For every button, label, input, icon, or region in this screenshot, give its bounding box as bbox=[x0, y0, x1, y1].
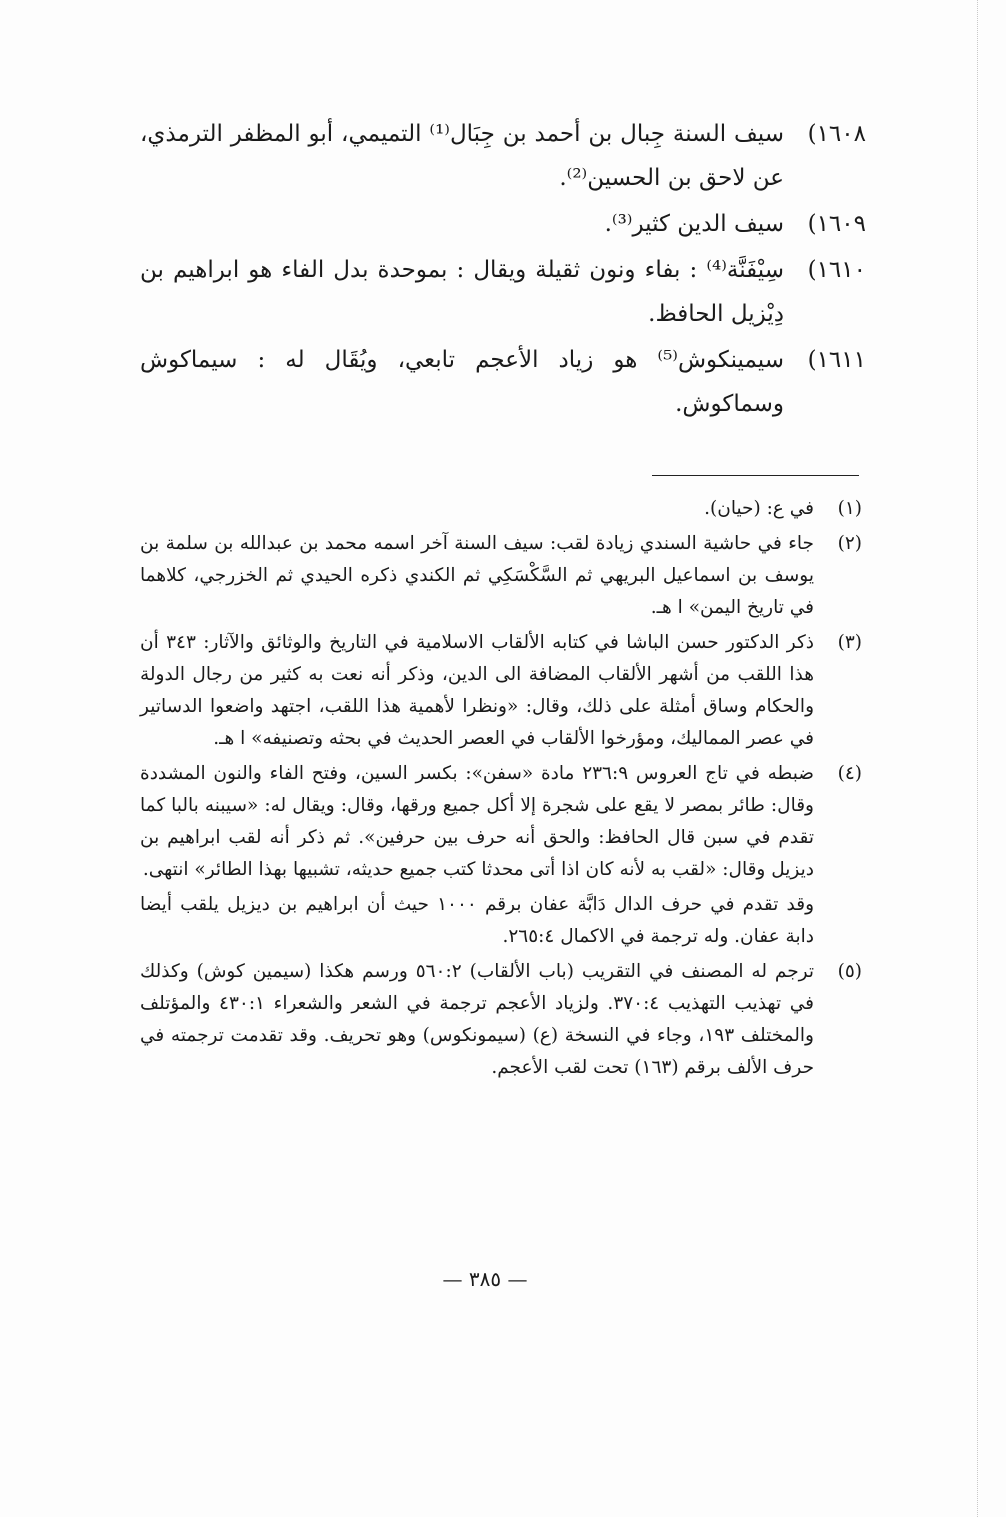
footnote-3 bbox=[140, 627, 862, 755]
footnote-4-continuation: وقد تقدم في حرف الدال دَابَّة عفان برقم ١٠٠٠ حيث أن ابراهيم بن ديزيل يلقب أيضا دابة عفان. وله ترجمة في الاكمال ٢٦٥:٤. bbox=[140, 894, 814, 947]
main-entries bbox=[140, 112, 866, 428]
footnote-2 bbox=[140, 528, 862, 624]
footnote-number: (٤) bbox=[837, 763, 862, 784]
footnote-number: (١) bbox=[837, 498, 862, 519]
footnote-text: ضبطه في تاج العروس ٢٣٦:٩ مادة «سفن»: بكسر السين، وفتح الفاء والنون المشددة وقال: طائر بمصر لا يقع على شجرة إلا أكل جميع ورقها، وقال: ويقال له: «سيبنه بالبا كما تقدم في سبن قال الحافظ: والحق أنه حرف بين حرفين». ثم ذكر أنه لقب ابراهيم بن ديزيل وقال: «لقب به لأنه كان اذا أتى محدثا كتب جميع حديثه، تشبيها بهذا الطائر» انتهى. bbox=[140, 763, 815, 880]
entry-text: سِيْفَنَّة⁽⁴⁾ : بفاء ونون ثقيلة ويقال : بموحدة بدل الفاء هو ابراهيم بن دِيْزيل الحافظ. bbox=[140, 257, 784, 327]
entry-number: ١٦٠٩) bbox=[807, 211, 866, 237]
footnote-number: (٣) bbox=[837, 632, 862, 653]
footnote-1 bbox=[140, 493, 862, 525]
footnote-text: في ع: (حيان). bbox=[704, 498, 814, 519]
entry-text: سيف الدين كثير⁽³⁾. bbox=[604, 211, 784, 237]
footnote-text: ترجم له المصنف في التقريب (باب الألقاب) ٥٦٠:٢ ورسم هكذا (سيمين كوش) وكذلك في تهذيب التهذيب ٣٧٠:٤. ولزياد الأعجم ترجمة في الشعر والشعراء ٤٣٠:١ والمؤتلف والمختلف ١٩٣، وجاء في النسخة (ع) (سيمونكوس) وهو تحريف. وقد تقدمت ترجمته في حرف الألف برقم (١٦٣) تحت لقب الأعجم. bbox=[140, 961, 814, 1078]
scan-edge-line bbox=[977, 0, 979, 1517]
entry-1610 bbox=[140, 248, 866, 336]
entry-1611 bbox=[140, 338, 866, 426]
entry-1608 bbox=[140, 112, 866, 200]
entry-number: ١٦١٠) bbox=[807, 257, 866, 283]
footnote-5 bbox=[140, 956, 862, 1084]
footnote-text: جاء في حاشية السندي زيادة لقب: سيف السنة آخر اسمه محمد بن عبدالله بن سلمة بن يوسف بن اسماعيل البريهي ثم السَّكْسَكِي ثم الكندي ذكره الحيدي ثم الخزرجي، كلاهما في تاريخ اليمن» ا هـ. bbox=[140, 533, 814, 618]
footnote-number: (٢) bbox=[837, 533, 862, 554]
footnote-separator bbox=[652, 475, 859, 476]
footnote-number: (٥) bbox=[837, 961, 862, 982]
page-number: — ٣٨٥ — bbox=[442, 1267, 528, 1291]
entry-1609 bbox=[140, 202, 866, 246]
footnote-4 bbox=[140, 758, 862, 886]
entry-number: ١٦١١) bbox=[807, 347, 866, 373]
footnotes bbox=[140, 493, 862, 1087]
entry-text: سيمينكوش⁽⁵⁾ هو زياد الأعجم تابعي، ويُقَال له : سيماكوش وسماكوش. bbox=[140, 347, 784, 417]
footnote-text: ذكر الدكتور حسن الباشا في كتابه الألقاب الاسلامية في التاريخ والوثائق والآثار: ٣٤٣ أن هذا اللقب من أشهر الألقاب المضافة الى الدين، وذكر أنه نعت به كثير من رجال الدولة والحكام وساق أمثلة على ذلك، وقال: «ونظرا لأهمية هذا اللقب، اجتهد واضعوا الدساتير في عصر المماليك، ومؤرخوا الألقاب في العصر الحديث في بحثه وتصنيفه» ا هـ. bbox=[140, 632, 815, 749]
entry-number: ١٦٠٨) bbox=[807, 121, 866, 147]
entry-text: سيف السنة جِبال بن أحمد بن جِبَال⁽¹⁾ التميمي، أبو المظفر الترمذي، عن لاحق بن الحسين⁽²⁾. bbox=[140, 121, 784, 191]
